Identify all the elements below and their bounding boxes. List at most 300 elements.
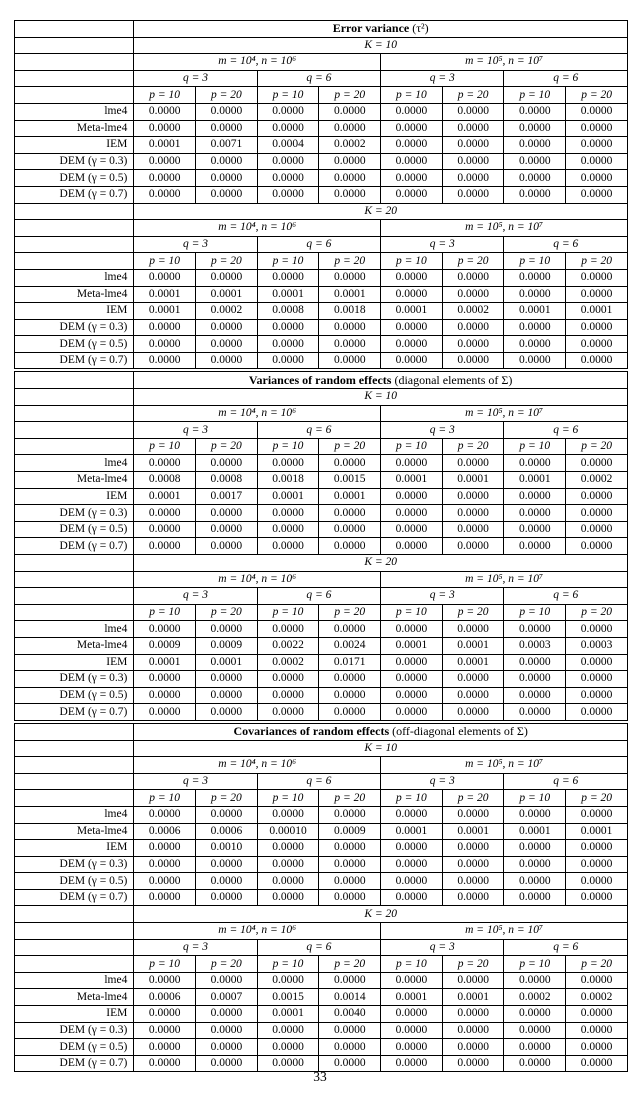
value-cell: 0.0000 [381, 687, 443, 704]
value-cell: 0.0000 [442, 455, 504, 472]
data-row [15, 538, 628, 555]
mn-header-left: m = 10⁴, n = 10⁶ [134, 405, 381, 422]
value-cell: 0.0000 [504, 1022, 566, 1039]
mn-header-right: m = 10⁵, n = 10⁷ [381, 220, 628, 237]
spacer-cell [15, 203, 134, 220]
value-cell: 0.0000 [566, 687, 628, 704]
q-header: q = 6 [257, 588, 380, 605]
value-cell: 0.0000 [442, 521, 504, 538]
value-cell: 0.0001 [381, 989, 443, 1006]
q-header: q = 3 [381, 422, 504, 439]
value-cell: 0.0002 [566, 989, 628, 1006]
value-cell: 0.0000 [196, 972, 258, 989]
results-table [14, 20, 628, 1072]
value-cell: 0.0000 [257, 505, 319, 522]
value-cell: 0.0000 [566, 538, 628, 555]
value-cell: 0.0000 [196, 103, 258, 120]
data-row [15, 1006, 628, 1023]
method-row-label: DEM (γ = 0.7) [15, 352, 134, 369]
value-cell: 0.0000 [196, 186, 258, 203]
spacer-cell [15, 236, 134, 253]
mn-header-right: m = 10⁵, n = 10⁷ [381, 923, 628, 940]
p-header: p = 20 [196, 253, 258, 270]
p-header-row [15, 956, 628, 973]
value-cell: 0.0000 [134, 352, 196, 369]
value-cell: 0.0000 [504, 352, 566, 369]
value-cell: 0.0000 [566, 521, 628, 538]
data-row [15, 823, 628, 840]
data-row [15, 455, 628, 472]
value-cell: 0.0000 [381, 505, 443, 522]
value-cell: 0.0001 [319, 286, 381, 303]
value-cell: 0.0000 [566, 654, 628, 671]
value-cell: 0.0000 [381, 319, 443, 336]
value-cell: 0.0000 [442, 103, 504, 120]
p-header: p = 20 [196, 604, 258, 621]
value-cell: 0.0000 [134, 455, 196, 472]
value-cell: 0.0000 [319, 352, 381, 369]
data-row [15, 120, 628, 137]
mn-header-left: m = 10⁴, n = 10⁶ [134, 757, 381, 774]
value-cell: 0.0000 [504, 840, 566, 857]
value-cell: 0.0000 [134, 1006, 196, 1023]
value-cell: 0.0000 [442, 488, 504, 505]
q-header: q = 6 [504, 70, 628, 87]
p-header: p = 20 [196, 87, 258, 104]
value-cell: 0.0000 [381, 269, 443, 286]
mn-header-row [15, 220, 628, 237]
value-cell: 0.0010 [196, 840, 258, 857]
value-cell: 0.0000 [381, 889, 443, 906]
value-cell: 0.0001 [196, 654, 258, 671]
method-row-label: DEM (γ = 0.5) [15, 336, 134, 353]
p-header: p = 10 [381, 87, 443, 104]
value-cell: 0.0000 [566, 153, 628, 170]
value-cell: 0.0000 [381, 286, 443, 303]
data-row [15, 488, 628, 505]
value-cell: 0.0000 [257, 153, 319, 170]
q-header: q = 3 [381, 236, 504, 253]
value-cell: 0.0000 [504, 1039, 566, 1056]
value-cell: 0.0071 [196, 137, 258, 154]
value-cell: 0.0014 [319, 989, 381, 1006]
k-header: K = 10 [134, 37, 628, 54]
p-header: p = 20 [196, 956, 258, 973]
p-header: p = 20 [319, 956, 381, 973]
method-row-label: lme4 [15, 455, 134, 472]
spacer-cell [15, 70, 134, 87]
value-cell: 0.0009 [134, 637, 196, 654]
data-row [15, 972, 628, 989]
value-cell: 0.0000 [257, 352, 319, 369]
value-cell: 0.0008 [257, 303, 319, 320]
method-row-label: DEM (γ = 0.3) [15, 153, 134, 170]
value-cell: 0.0000 [442, 621, 504, 638]
spacer-cell [15, 555, 134, 572]
p-header: p = 10 [381, 956, 443, 973]
spacer-cell [15, 939, 134, 956]
q-header: q = 6 [504, 773, 628, 790]
value-cell: 0.0000 [442, 120, 504, 137]
method-row-label: DEM (γ = 0.7) [15, 704, 134, 721]
value-cell: 0.0002 [504, 989, 566, 1006]
value-cell: 0.0000 [319, 889, 381, 906]
q-header: q = 6 [257, 939, 380, 956]
spacer-cell [15, 757, 134, 774]
value-cell: 0.0000 [381, 1022, 443, 1039]
value-cell: 0.0000 [566, 103, 628, 120]
value-cell: 0.0000 [257, 621, 319, 638]
value-cell: 0.0000 [319, 687, 381, 704]
q-header-row [15, 939, 628, 956]
section-title-row [15, 723, 628, 740]
p-header: p = 20 [566, 790, 628, 807]
value-cell: 0.0000 [257, 521, 319, 538]
mn-header-row [15, 757, 628, 774]
value-cell: 0.0000 [257, 120, 319, 137]
k-header: K = 10 [134, 389, 628, 406]
p-header: p = 20 [319, 87, 381, 104]
section-title-detail: (off-diagonal elements of Σ) [389, 724, 528, 739]
q-header: q = 6 [257, 422, 380, 439]
value-cell: 0.0000 [319, 186, 381, 203]
spacer-cell [15, 604, 134, 621]
value-cell: 0.0001 [442, 989, 504, 1006]
data-row [15, 654, 628, 671]
spacer-cell [15, 37, 134, 54]
p-header: p = 10 [504, 438, 566, 455]
value-cell: 0.0000 [442, 687, 504, 704]
k-header-row [15, 389, 628, 406]
value-cell: 0.0000 [134, 806, 196, 823]
value-cell: 0.0000 [442, 840, 504, 857]
value-cell: 0.0001 [381, 637, 443, 654]
value-cell: 0.0001 [504, 303, 566, 320]
value-cell: 0.0000 [442, 336, 504, 353]
value-cell: 0.0000 [381, 170, 443, 187]
value-cell: 0.0018 [319, 303, 381, 320]
p-header: p = 10 [257, 438, 319, 455]
method-row-label: Meta-lme4 [15, 120, 134, 137]
p-header: p = 20 [442, 438, 504, 455]
value-cell: 0.0000 [196, 538, 258, 555]
p-header: p = 10 [381, 604, 443, 621]
data-row [15, 303, 628, 320]
value-cell: 0.0000 [566, 286, 628, 303]
method-row-label: Meta-lme4 [15, 989, 134, 1006]
k-header-row [15, 740, 628, 757]
value-cell: 0.0000 [196, 1006, 258, 1023]
value-cell: 0.0002 [257, 654, 319, 671]
mn-header-right: m = 10⁵, n = 10⁷ [381, 757, 628, 774]
method-row-label: DEM (γ = 0.3) [15, 505, 134, 522]
value-cell: 0.0000 [257, 336, 319, 353]
method-row-label: Meta-lme4 [15, 637, 134, 654]
value-cell: 0.0000 [566, 889, 628, 906]
value-cell: 0.0000 [566, 336, 628, 353]
value-cell: 0.0000 [566, 873, 628, 890]
value-cell: 0.0000 [196, 170, 258, 187]
value-cell: 0.0000 [196, 336, 258, 353]
p-header: p = 10 [134, 438, 196, 455]
p-header: p = 20 [319, 253, 381, 270]
value-cell: 0.0000 [319, 269, 381, 286]
value-cell: 0.0000 [566, 137, 628, 154]
data-row [15, 1039, 628, 1056]
value-cell: 0.0000 [319, 621, 381, 638]
value-cell: 0.0171 [319, 654, 381, 671]
data-row [15, 269, 628, 286]
value-cell: 0.0000 [257, 704, 319, 721]
value-cell: 0.0000 [196, 319, 258, 336]
value-cell: 0.0000 [134, 671, 196, 688]
data-row [15, 153, 628, 170]
q-header-row [15, 773, 628, 790]
value-cell: 0.0001 [381, 823, 443, 840]
value-cell: 0.0022 [257, 637, 319, 654]
value-cell: 0.0000 [381, 186, 443, 203]
section-title-row [15, 372, 628, 389]
value-cell: 0.0000 [381, 455, 443, 472]
spacer-cell [15, 790, 134, 807]
method-row-label: lme4 [15, 972, 134, 989]
value-cell: 0.0000 [134, 856, 196, 873]
value-cell: 0.0000 [566, 806, 628, 823]
p-header: p = 20 [319, 604, 381, 621]
value-cell: 0.0000 [566, 671, 628, 688]
method-row-label: Meta-lme4 [15, 286, 134, 303]
method-row-label: lme4 [15, 621, 134, 638]
p-header: p = 20 [566, 438, 628, 455]
value-cell: 0.0000 [442, 1039, 504, 1056]
value-cell: 0.0000 [134, 505, 196, 522]
value-cell: 0.0000 [442, 505, 504, 522]
value-cell: 0.0000 [381, 1055, 443, 1072]
value-cell: 0.0000 [442, 1006, 504, 1023]
value-cell: 0.0006 [134, 989, 196, 1006]
method-row-label: DEM (γ = 0.7) [15, 1055, 134, 1072]
value-cell: 0.0000 [257, 873, 319, 890]
method-row-label: Meta-lme4 [15, 823, 134, 840]
data-row [15, 319, 628, 336]
value-cell: 0.0000 [134, 521, 196, 538]
value-cell: 0.0001 [257, 1006, 319, 1023]
value-cell: 0.0000 [257, 103, 319, 120]
value-cell: 0.0000 [134, 269, 196, 286]
value-cell: 0.0000 [196, 856, 258, 873]
value-cell: 0.0001 [134, 303, 196, 320]
data-row [15, 637, 628, 654]
value-cell: 0.0000 [504, 488, 566, 505]
method-row-label: DEM (γ = 0.7) [15, 889, 134, 906]
data-row [15, 671, 628, 688]
data-row [15, 840, 628, 857]
value-cell: 0.0000 [381, 352, 443, 369]
value-cell: 0.0000 [566, 186, 628, 203]
spacer-cell [15, 422, 134, 439]
corner-cell [15, 372, 134, 389]
value-cell: 0.0000 [319, 840, 381, 857]
method-row-label: DEM (γ = 0.5) [15, 1039, 134, 1056]
value-cell: 0.0001 [442, 654, 504, 671]
k-header: K = 10 [134, 740, 628, 757]
value-cell: 0.0000 [134, 120, 196, 137]
value-cell: 0.0000 [134, 1022, 196, 1039]
mn-header-right: m = 10⁵, n = 10⁷ [381, 405, 628, 422]
method-row-label: DEM (γ = 0.3) [15, 856, 134, 873]
value-cell: 0.0000 [134, 889, 196, 906]
corner-cell [15, 723, 134, 740]
value-cell: 0.0000 [257, 186, 319, 203]
value-cell: 0.0000 [257, 687, 319, 704]
value-cell: 0.0000 [257, 671, 319, 688]
section-title-bold: Error variance [332, 21, 410, 36]
p-header: p = 20 [442, 87, 504, 104]
value-cell: 0.0000 [566, 1006, 628, 1023]
method-row-label: DEM (γ = 0.7) [15, 538, 134, 555]
p-header-row [15, 790, 628, 807]
method-row-label: IEM [15, 303, 134, 320]
data-row [15, 704, 628, 721]
value-cell: 0.0000 [504, 704, 566, 721]
value-cell: 0.0000 [566, 1055, 628, 1072]
value-cell: 0.0000 [319, 521, 381, 538]
section-title-bold: Variances of random effects [248, 372, 392, 387]
value-cell: 0.0000 [381, 521, 443, 538]
section-title-bold: Covariances of random effects [233, 724, 390, 739]
value-cell: 0.0000 [442, 704, 504, 721]
value-cell: 0.0000 [257, 269, 319, 286]
value-cell: 0.0000 [319, 704, 381, 721]
value-cell: 0.0000 [381, 336, 443, 353]
data-row [15, 286, 628, 303]
value-cell: 0.0002 [442, 303, 504, 320]
method-row-label: DEM (γ = 0.5) [15, 873, 134, 890]
section-title-detail: (τ²) [409, 21, 429, 36]
value-cell: 0.0000 [134, 873, 196, 890]
value-cell: 0.0007 [196, 989, 258, 1006]
q-header-row [15, 70, 628, 87]
data-row [15, 103, 628, 120]
spacer-cell [15, 54, 134, 71]
value-cell: 0.0000 [442, 972, 504, 989]
value-cell: 0.0009 [319, 823, 381, 840]
q-header: q = 3 [381, 773, 504, 790]
value-cell: 0.0000 [196, 455, 258, 472]
p-header: p = 10 [504, 790, 566, 807]
value-cell: 0.0000 [319, 455, 381, 472]
mn-header-right: m = 10⁵, n = 10⁷ [381, 54, 628, 71]
value-cell: 0.0000 [257, 856, 319, 873]
value-cell: 0.0017 [196, 488, 258, 505]
value-cell: 0.0000 [381, 137, 443, 154]
value-cell: 0.0000 [319, 873, 381, 890]
mn-header-left: m = 10⁴, n = 10⁶ [134, 54, 381, 71]
value-cell: 0.0003 [566, 637, 628, 654]
spacer-cell [15, 773, 134, 790]
value-cell: 0.0000 [319, 856, 381, 873]
value-cell: 0.0000 [381, 840, 443, 857]
value-cell: 0.0000 [319, 505, 381, 522]
q-header-row [15, 588, 628, 605]
value-cell: 0.0000 [319, 1022, 381, 1039]
value-cell: 0.0000 [504, 1006, 566, 1023]
k-header-row [15, 203, 628, 220]
value-cell: 0.0000 [442, 170, 504, 187]
p-header: p = 20 [566, 253, 628, 270]
value-cell: 0.0000 [381, 621, 443, 638]
value-cell: 0.0000 [566, 319, 628, 336]
value-cell: 0.0000 [134, 538, 196, 555]
spacer-cell [15, 740, 134, 757]
data-row [15, 336, 628, 353]
value-cell: 0.0000 [504, 538, 566, 555]
value-cell: 0.0000 [319, 972, 381, 989]
q-header: q = 6 [257, 70, 380, 87]
p-header-row [15, 87, 628, 104]
spacer-cell [15, 389, 134, 406]
q-header: q = 3 [134, 70, 257, 87]
p-header: p = 20 [442, 790, 504, 807]
value-cell: 0.0000 [504, 336, 566, 353]
p-header: p = 20 [319, 438, 381, 455]
value-cell: 0.0000 [196, 1039, 258, 1056]
data-row [15, 186, 628, 203]
q-header: q = 3 [134, 773, 257, 790]
value-cell: 0.0000 [319, 671, 381, 688]
value-cell: 0.0000 [134, 840, 196, 857]
p-header: p = 10 [134, 790, 196, 807]
value-cell: 0.0000 [196, 873, 258, 890]
value-cell: 0.0000 [196, 1055, 258, 1072]
value-cell: 0.0000 [504, 455, 566, 472]
spacer-cell [15, 906, 134, 923]
value-cell: 0.0001 [381, 303, 443, 320]
spacer-cell [15, 253, 134, 270]
p-header-row [15, 438, 628, 455]
value-cell: 0.0002 [319, 137, 381, 154]
value-cell: 0.0000 [381, 103, 443, 120]
p-header: p = 20 [442, 956, 504, 973]
value-cell: 0.0000 [504, 972, 566, 989]
value-cell: 0.0000 [257, 1039, 319, 1056]
value-cell: 0.0000 [319, 170, 381, 187]
value-cell: 0.0000 [442, 889, 504, 906]
value-cell: 0.0000 [504, 671, 566, 688]
value-cell: 0.0000 [381, 654, 443, 671]
value-cell: 0.0000 [504, 153, 566, 170]
q-header: q = 3 [134, 588, 257, 605]
spacer-cell [15, 571, 134, 588]
data-row [15, 889, 628, 906]
value-cell: 0.0000 [134, 972, 196, 989]
value-cell: 0.0000 [319, 153, 381, 170]
value-cell: 0.0000 [504, 186, 566, 203]
value-cell: 0.0001 [134, 137, 196, 154]
method-row-label: lme4 [15, 269, 134, 286]
p-header: p = 20 [319, 790, 381, 807]
value-cell: 0.0000 [134, 319, 196, 336]
value-cell: 0.0001 [566, 303, 628, 320]
section-title-row [15, 21, 628, 38]
data-row [15, 521, 628, 538]
value-cell: 0.0000 [566, 1022, 628, 1039]
spacer-cell [15, 588, 134, 605]
value-cell: 0.0001 [504, 823, 566, 840]
method-row-label: IEM [15, 137, 134, 154]
p-header: p = 10 [257, 87, 319, 104]
value-cell: 0.0000 [381, 538, 443, 555]
